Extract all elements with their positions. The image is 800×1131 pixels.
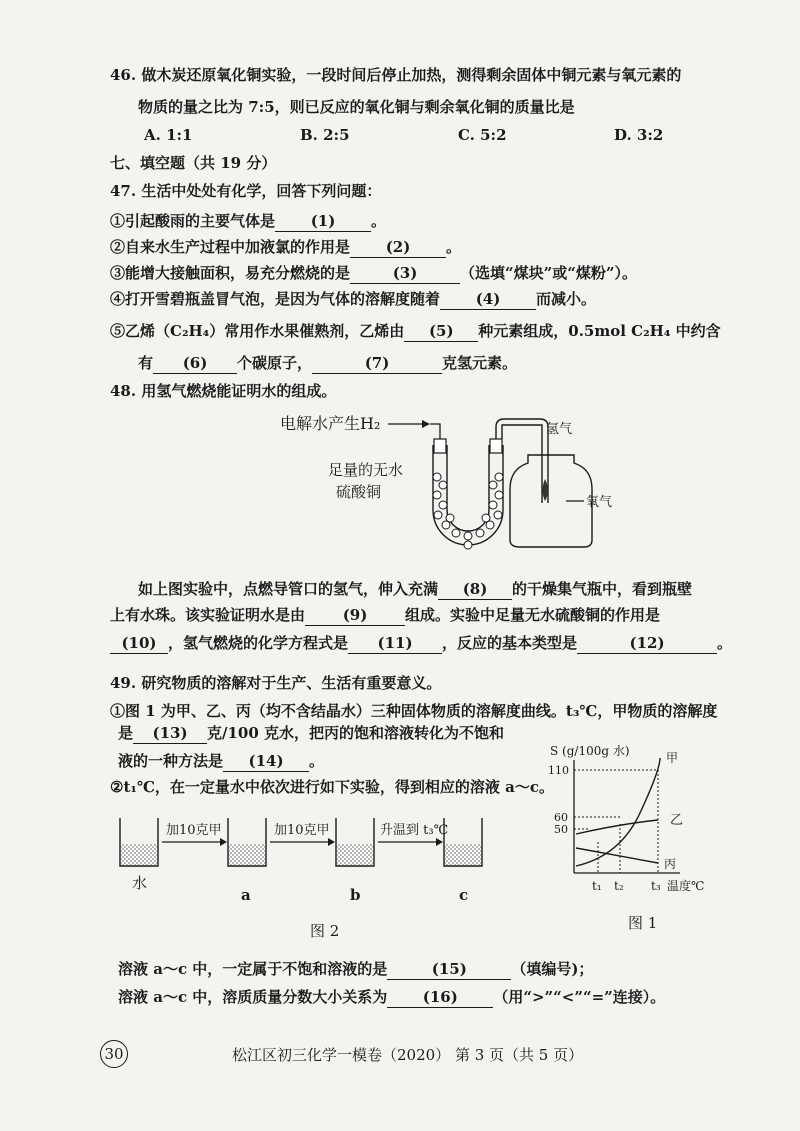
blank-8[interactable]: (8) bbox=[438, 579, 512, 600]
oxygen-label: 氧气 bbox=[586, 495, 613, 510]
q47-item-1-end: 。 bbox=[371, 212, 387, 230]
x-tick-t2: t₂ bbox=[614, 879, 624, 893]
q49-line-3-text: 液的一种方法是 bbox=[118, 752, 224, 770]
blank-4[interactable]: (4) bbox=[440, 289, 536, 310]
y-tick-50: 50 bbox=[554, 823, 568, 836]
x-tick-t3: t₃ bbox=[651, 879, 661, 893]
q48-para-3-text: ，氢气燃烧的化学方程式是 bbox=[168, 634, 349, 652]
q48-para-1 bbox=[138, 578, 692, 600]
q48-para-3-end: 。 bbox=[717, 634, 733, 652]
blank-15[interactable]: (15) bbox=[387, 959, 511, 980]
section-heading: 七、填空题（共 19 分） bbox=[110, 154, 277, 172]
label-b: b bbox=[350, 886, 361, 904]
q47-item-4-text: ④打开雪碧瓶盖冒气泡，是因为气体的溶解度随着 bbox=[110, 290, 441, 308]
q49-line-6-end: （用“>”“<”“=”连接）。 bbox=[493, 988, 666, 1006]
blank-5[interactable]: (5) bbox=[404, 321, 478, 342]
q47-item-6-text: 有 bbox=[138, 354, 154, 372]
q47-item-6 bbox=[138, 352, 517, 374]
blank-13[interactable]: (13) bbox=[133, 723, 207, 744]
u-tube bbox=[433, 439, 503, 549]
q47-item-5 bbox=[110, 320, 721, 342]
q48-para-1-text: 如上图实验中，点燃导管口的氢气，伸入充满 bbox=[138, 580, 439, 598]
beaker-c bbox=[444, 818, 482, 866]
q48-stem: 48. 用氢气燃烧能证明水的组成。 bbox=[110, 382, 337, 400]
q49-stem: 49. 研究物质的溶解对于生产、生活有重要意义。 bbox=[110, 674, 442, 692]
q49-line-3-end: 。 bbox=[309, 752, 325, 770]
q47-item-5-text: ⑤乙烯（C₂H₄）常用作水果催熟剂，乙烯由 bbox=[110, 322, 405, 340]
curve-yi bbox=[576, 820, 658, 834]
q49-line-4: ②t₁℃，在一定量水中依次进行如下实验，得到相应的溶液 a～c。 bbox=[110, 778, 554, 796]
hydrogen-label: 氢气 bbox=[546, 422, 573, 437]
chart-x-axis-label: 温度℃ bbox=[667, 879, 705, 893]
arrow-head-icon bbox=[422, 420, 430, 428]
q48-para-3 bbox=[110, 632, 732, 654]
page-badge: 30 bbox=[100, 1040, 128, 1068]
q47-item-3-text: ③能增大接触面积，易充分燃烧的是 bbox=[110, 264, 351, 282]
q46-line-1: 46. 做木炭还原氧化铜实验，一段时间后停止加热，测得剩余固体中铜元素与氧元素的 bbox=[110, 66, 682, 84]
blank-3[interactable]: (3) bbox=[350, 263, 460, 284]
x-tick-t1: t₁ bbox=[592, 879, 602, 893]
q46-option-a: A. 1:1 bbox=[144, 126, 193, 144]
figure-2-caption: 图 2 bbox=[310, 922, 340, 940]
page-footer: 松江区初三化学一模卷（2020） 第 3 页（共 5 页） bbox=[232, 1046, 584, 1064]
q48-para-3-mid: ，反应的基本类型是 bbox=[442, 634, 578, 652]
blank-12[interactable]: (12) bbox=[577, 633, 717, 654]
figure-2-dissolution-experiment bbox=[110, 808, 490, 943]
q47-item-1 bbox=[110, 210, 386, 232]
q48-para-2-end: 组成。实验中足量无水硫酸铜的作用是 bbox=[405, 606, 661, 624]
beaker-b bbox=[336, 818, 374, 866]
blank-14[interactable]: (14) bbox=[223, 751, 309, 772]
q46-option-b: B. 2:5 bbox=[300, 126, 350, 144]
flame-icon bbox=[543, 479, 549, 501]
q48-para-2-text: 上有水珠。该实验证明水是由 bbox=[110, 606, 306, 624]
q47-stem: 47. 生活中处处有化学，回答下列问题： bbox=[110, 182, 382, 200]
q47-item-2-text: ②自来水生产过程中加液氯的作用是 bbox=[110, 238, 351, 256]
y-tick-60: 60 bbox=[554, 811, 568, 824]
q46-option-c: C. 5:2 bbox=[458, 126, 507, 144]
beaker-water bbox=[120, 818, 158, 866]
q49-line-6-text: 溶液 a～c 中，溶质质量分数大小关系为 bbox=[118, 988, 388, 1006]
q46-line-2: 物质的量之比为 7:5，则已反应的氧化铜与剩余氧化铜的质量比是 bbox=[138, 98, 575, 116]
anhydrous-cuso4-label-2: 硫酸铜 bbox=[336, 483, 382, 501]
q46-option-d: D. 3:2 bbox=[614, 126, 664, 144]
q47-item-2-end: 。 bbox=[446, 238, 462, 256]
q47-item-6-mid: 个碳原子， bbox=[237, 354, 313, 372]
q49-line-5-end: （填编号)； bbox=[511, 960, 594, 978]
anhydrous-cuso4-label-1: 足量的无水 bbox=[328, 461, 404, 479]
blank-1[interactable]: (1) bbox=[275, 211, 371, 232]
q47-item-5-end: 种元素组成，0.5mol C₂H₄ 中约含 bbox=[478, 322, 721, 340]
curve-bing bbox=[576, 848, 658, 863]
h2-source-label: 电解水产生H₂ bbox=[280, 414, 381, 433]
arrow-3-label: 升温到 t₃℃ bbox=[380, 823, 449, 838]
q48-para-2 bbox=[110, 604, 660, 626]
hydrogen-combustion-apparatus bbox=[270, 405, 630, 555]
series-label-yi: 乙 bbox=[670, 813, 684, 828]
blank-16[interactable]: (16) bbox=[387, 987, 493, 1008]
label-a: a bbox=[241, 886, 251, 904]
label-water: 水 bbox=[132, 874, 148, 892]
q49-line-5-text: 溶液 a～c 中，一定属于不饱和溶液的是 bbox=[118, 960, 388, 978]
q49-line-5 bbox=[118, 958, 593, 980]
q49-line-6 bbox=[118, 986, 665, 1008]
y-tick-110: 110 bbox=[548, 764, 569, 777]
arrow-head-icon bbox=[328, 838, 335, 846]
figure-1-caption: 图 1 bbox=[628, 914, 658, 932]
q47-item-3-end: （选填“煤块”或“煤粉”）。 bbox=[460, 264, 638, 282]
arrow-2-label: 加10克甲 bbox=[274, 823, 330, 838]
figure-1-solubility-chart bbox=[540, 738, 725, 938]
q49-line-2-text: 是 bbox=[118, 724, 134, 742]
q49-line-3 bbox=[118, 750, 324, 772]
blank-10[interactable]: (10) bbox=[110, 633, 168, 654]
q47-item-6-end: 克氢元素。 bbox=[442, 354, 518, 372]
series-label-jia: 甲 bbox=[666, 751, 679, 765]
q47-item-4 bbox=[110, 288, 596, 310]
arrow-head-icon bbox=[436, 838, 443, 846]
blank-11[interactable]: (11) bbox=[348, 633, 442, 654]
blank-2[interactable]: (2) bbox=[350, 237, 446, 258]
blank-7[interactable]: (7) bbox=[312, 353, 442, 374]
blank-9[interactable]: (9) bbox=[305, 605, 405, 626]
blank-6[interactable]: (6) bbox=[153, 353, 237, 374]
q49-line-2-end: 克/100 克水，把丙的饱和溶液转化为不饱和 bbox=[207, 724, 505, 742]
q47-item-2 bbox=[110, 236, 461, 258]
q47-item-3 bbox=[110, 262, 637, 284]
chart-y-axis-label: S (g/100g 水) bbox=[550, 744, 630, 758]
q47-item-1-text: ①引起酸雨的主要气体是 bbox=[110, 212, 276, 230]
label-c: c bbox=[459, 886, 469, 904]
series-label-bing: 丙 bbox=[664, 857, 677, 871]
q47-item-4-end: 而减小。 bbox=[536, 290, 597, 308]
q49-line-2 bbox=[118, 722, 504, 744]
q48-para-1-end: 的干燥集气瓶中，看到瓶壁 bbox=[512, 580, 693, 598]
arrow-1-label: 加10克甲 bbox=[166, 823, 222, 838]
arrow-head-icon bbox=[220, 838, 227, 846]
beaker-a bbox=[228, 818, 266, 866]
q49-line-1: ①图 1 为甲、乙、丙（均不含结晶水）三种固体物质的溶解度曲线。t₃℃，甲物质的溶解度 bbox=[110, 702, 718, 720]
